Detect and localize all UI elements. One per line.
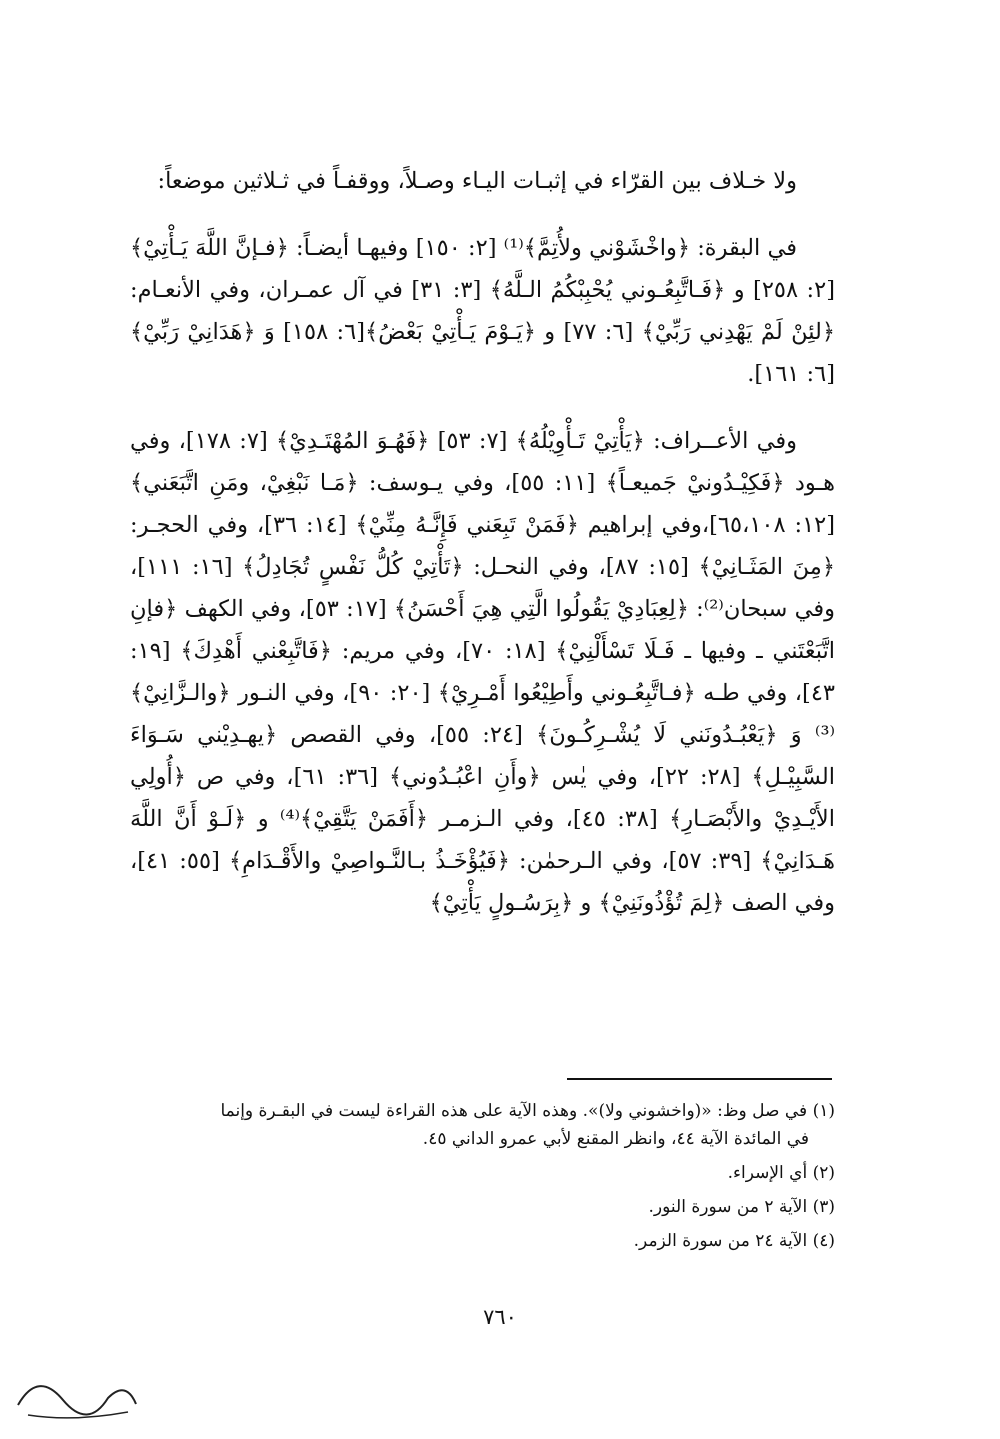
main-text bbox=[130, 160, 835, 949]
footnote-divider bbox=[567, 1078, 832, 1080]
paragraph-baqara: في البقرة: ﴿واخْشَوْني ولأُتِمَّ﴾⁽¹⁾ [٢: ١٥٠] وفيهـا أيضـاً: ﴿فـإنَّ اللَّهَ يَـأْتِيْ﴾ [٢: ٢٥٨] و ﴿فَـاتَّبِعُـوني يُحْبِبْكُمُ الـلَّهُ﴾ [٣: ٣١] في آل عمـران، وفي الأنعـام: ﴿لئِنْ لَمْ يَهْدِني رَبِّيْ﴾ [٦: ٧٧] و ﴿يَـوْمَ يَـأْتِيْ بَعْضُ﴾[٦: ١٥٨] وَ ﴿هَدَانِيْ رَبِّيْ﴾ [٦: ١٦١]. bbox=[130, 235, 836, 387]
paragraph-intro: ولا خـلاف بين القرّاء في إثبـات اليـاء وصـلاً، ووقفـاً في ثـلاثين موضعاً: bbox=[157, 168, 797, 194]
footnote-1: (١) في صل وظ: «(واخشوني ولا)». وهذه الآية على هذه القراءة ليست في البقـرة وإنما bbox=[220, 1101, 835, 1121]
footnote-4: (٤) الآية ٢٤ من سورة الزمر. bbox=[633, 1231, 835, 1251]
footnotes bbox=[130, 1097, 835, 1261]
footnote-2: (٢) أي الإسراء. bbox=[727, 1163, 835, 1183]
footnote-3: (٣) الآية ٢ من سورة النور. bbox=[648, 1197, 835, 1217]
page-number: ٧٦٠ bbox=[483, 1305, 517, 1329]
calligraphy-stamp-logo bbox=[8, 1360, 143, 1432]
paragraph-araf: وفي الأعــراف: ﴿يَأْتِيْ تَـأْوِيْلُهُ﴾ [٧: ٥٣] ﴿فَهُـوَ المُهْتَـدِيْ﴾ [٧: ١٧٨]، وفي هـود ﴿فَكِيْـدُونيْ جَميعـاً﴾ [١١: ٥٥]، وفي يـوسف: ﴿مَـا نَبْغِيْ، ومَنِ اتَّبَعَني﴾[١٢: ٦٥،١٠٨]،وفي إبراهيم ﴿فَمَنْ تَبِعَني فَإِنَّـهُ مِنِّيْ﴾ [١٤: ٣٦]، وفي الحجـر: ﴿مِنَ المَثَـانِيْ﴾ [١٥: ٨٧]، وفي النحـل: ﴿تَأْتِيْ كُلُّ نَفْسٍ تُجَادِلُ﴾ [١٦: ١١١]، وفي سبحان⁽²⁾: ﴿لِعِبَادِيْ يَقُولُوا الَّتِي هِيَ أَحْسَنُ﴾ [١٧: ٥٣]، وفي الكهف ﴿فإنِ اتَّبَعْتَني ـ وفيها ـ فَـلَا تَسْأَلْنِيْ﴾ [١٨: ٧٠]، وفي مريم: ﴿فَاتَّبِعْني أَهْدِكَ﴾ [١٩: ٤٣]، وفي طـه ﴿فـاتَّبِعُـوني وأَطِيْعُوا أَمْـرِيْ﴾ [٢٠: ٩٠]، وفي النـور ﴿والـزَّانِيْ﴾⁽³⁾ وَ ﴿يَعْبُـدُونَني لَا يُشْـرِكُـونَ﴾ [٢٤: ٥٥]، وفي القصص ﴿يهـدِيْني سَـوَاءَ السَّبِيْـلِ﴾ [٢٨: ٢٢]، وفي يٰس ﴿وأَنِ اعْبُـدُوني﴾ [٣٦: ٦١]، وفي ص ﴿أُولِي الأَيْـدِيْ والأَبْصَـارِ﴾ [٣٨: ٤٥]، وفي الـزمـر ﴿أَفَمَنْ يَتَّقِيْ﴾⁽⁴⁾ و ﴿لَـوْ أَنَّ اللَّهَ هَـدَانِيْ﴾ [٣٩: ٥٧]، وفي الـرحمٰن: ﴿فَيُؤْخَـذُ بـالنَّـواصِيْ والأَقْـدَامِ﴾ [٥٥: ٤١]، وفي الصف ﴿لِمَ تُؤْذُونَنِيْ﴾ و ﴿بِرَسُـولٍ يَأْتِيْ﴾ bbox=[130, 428, 836, 916]
footnote-1-continuation: في المائدة الآية ٤٤، وانظر المقنع لأبي عمرو الداني ٤٥. bbox=[422, 1129, 809, 1149]
